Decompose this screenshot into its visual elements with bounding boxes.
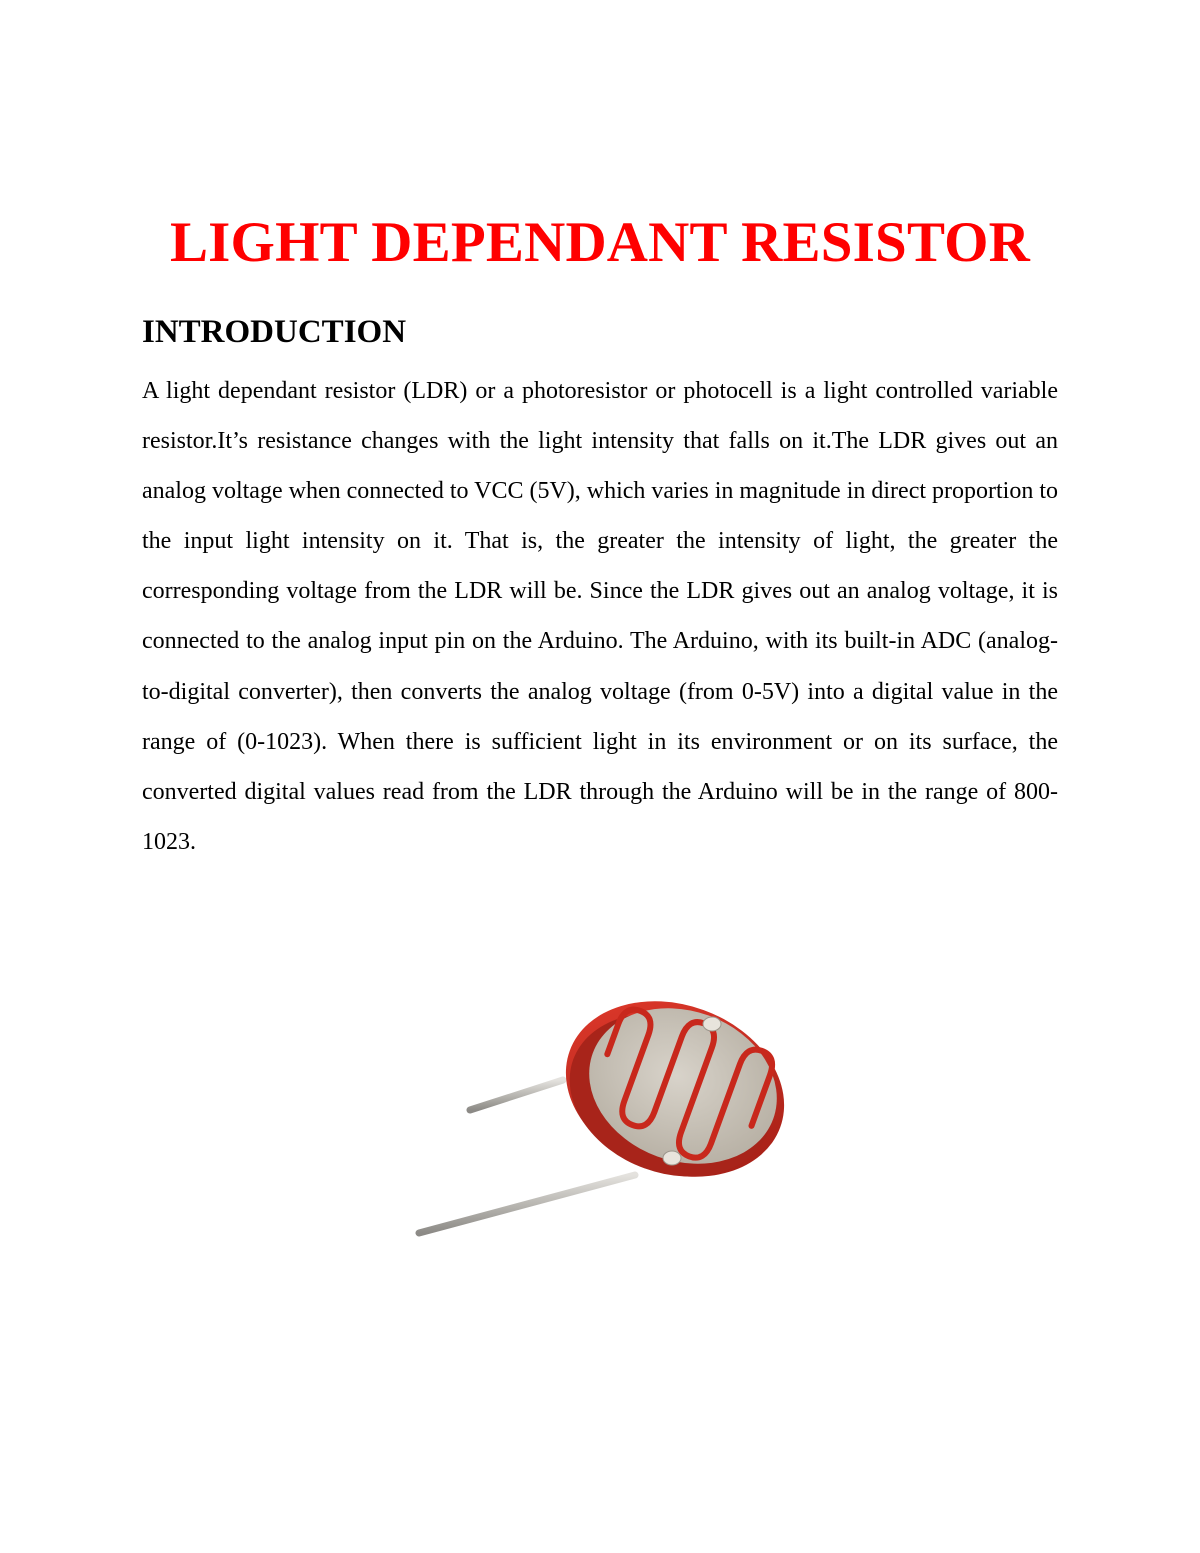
ldr-component-illustration-icon [405,990,835,1250]
document-title: LIGHT DEPENDANT RESISTOR [169,211,1031,274]
ldr-figure [405,990,835,1250]
introduction-paragraph: A light dependant resistor (LDR) or a photoresistor or photocell is a light controlled variable resistor.It’s resistance changes with the light intensity that falls on it.The LDR gives out an analog voltage when connected to VCC (5V), which varies in magnitude in direct proportion to the input light intensity on it. That is, the greater the intensity of light, the greater the corresponding voltage from the LDR will be. Since the LDR gives out an analog voltage, it is connected to the analog input pin on the Arduino. The Arduino, with its built-in ADC (analog-to-digital converter), then converts the analog voltage (from 0-5V) into a digital value in the range of (0-1023). When there is sufficient light in its environment or on its surface, the converted digital values read from the LDR through the Arduino will be in the range of 800-1023. [142,378,1058,855]
section-heading-introduction: INTRODUCTION [142,314,407,350]
